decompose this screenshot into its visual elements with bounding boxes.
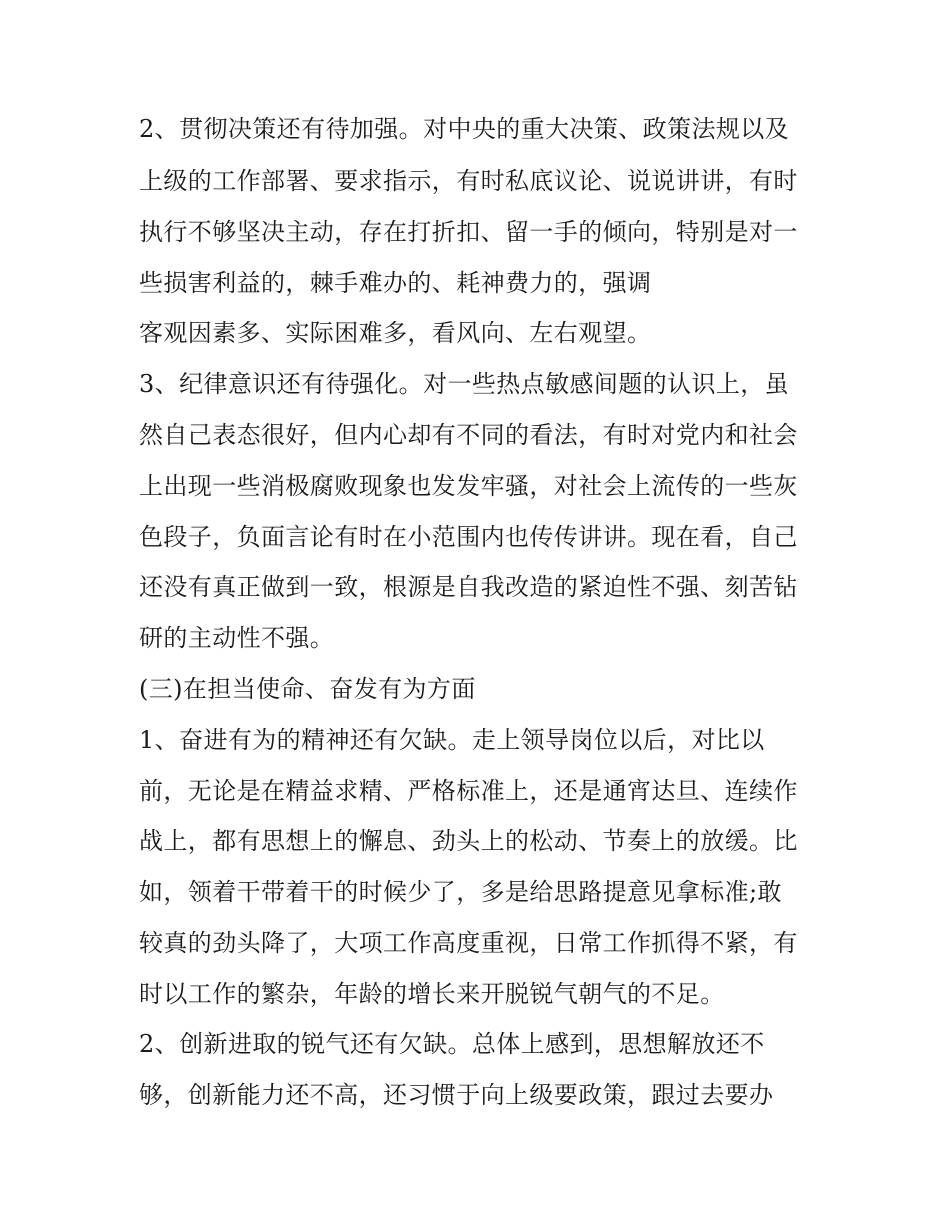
text-line: 2、创新进取的锐气还有欠缺。总体上感到，思想解放还不 (139, 1030, 765, 1058)
text-line: 2、贯彻决策还有待加强。对中央的重大决策、政策法规以及 (139, 115, 790, 143)
text-line: 还没有真正做到一致，根源是自我改造的紧迫性不强、刻苦钻 (139, 573, 798, 601)
text-line: 时以工作的繁杂，年龄的增长来开脱锐气朝气的不足。 (139, 980, 725, 1008)
text-line: 够，创新能力还不高，还习惯于向上级要政策，跟过去要办 (139, 1081, 774, 1109)
text-line: 上级的工作部署、要求指示，有时私底议论、说说讲讲，有时 (139, 167, 798, 195)
text-line: 些损害利益的，棘手难办的、耗神费力的，强调 (139, 269, 652, 297)
text-line: 较真的劲头降了，大项工作高度重视，日常工作抓得不紧，有 (139, 929, 798, 957)
text-line: 1、奋进有为的精神还有欠缺。走上领导岗位以后，对比以 (139, 726, 765, 754)
text-line: 前，无论是在精益求精、严格标准上，还是通宵达旦、连续作 (139, 777, 798, 805)
text-line: 上出现一些消极腐败现象也发发牢骚，对社会上流传的一些灰 (139, 472, 798, 500)
text-line: 客观因素多、实际困难多，看风向、左右观望。 (139, 319, 652, 347)
text-line: 如，领着干带着干的时候少了，多是给思路提意见拿标准;敢 (139, 878, 782, 906)
text-line: 色段子，负面言论有时在小范围内也传传讲讲。现在看，自己 (139, 523, 798, 551)
text-line: 然自己表态很好，但内心却有不同的看法，有时对党内和社会 (139, 421, 798, 449)
text-line: 执行不够坚决主动，存在打折扣、留一手的倾向，特别是对一 (139, 218, 798, 246)
text-line: 研的主动性不强。 (139, 624, 335, 652)
section-heading: (三)在担当使命、奋发有为方面 (139, 675, 476, 703)
text-line: 3、纪律意识还有待强化。对一些热点敏感间题的认识上，虽 (139, 370, 790, 398)
text-line: 战上，都有思想上的懈息、劲头上的松动、节奏上的放缓。比 (139, 827, 798, 855)
